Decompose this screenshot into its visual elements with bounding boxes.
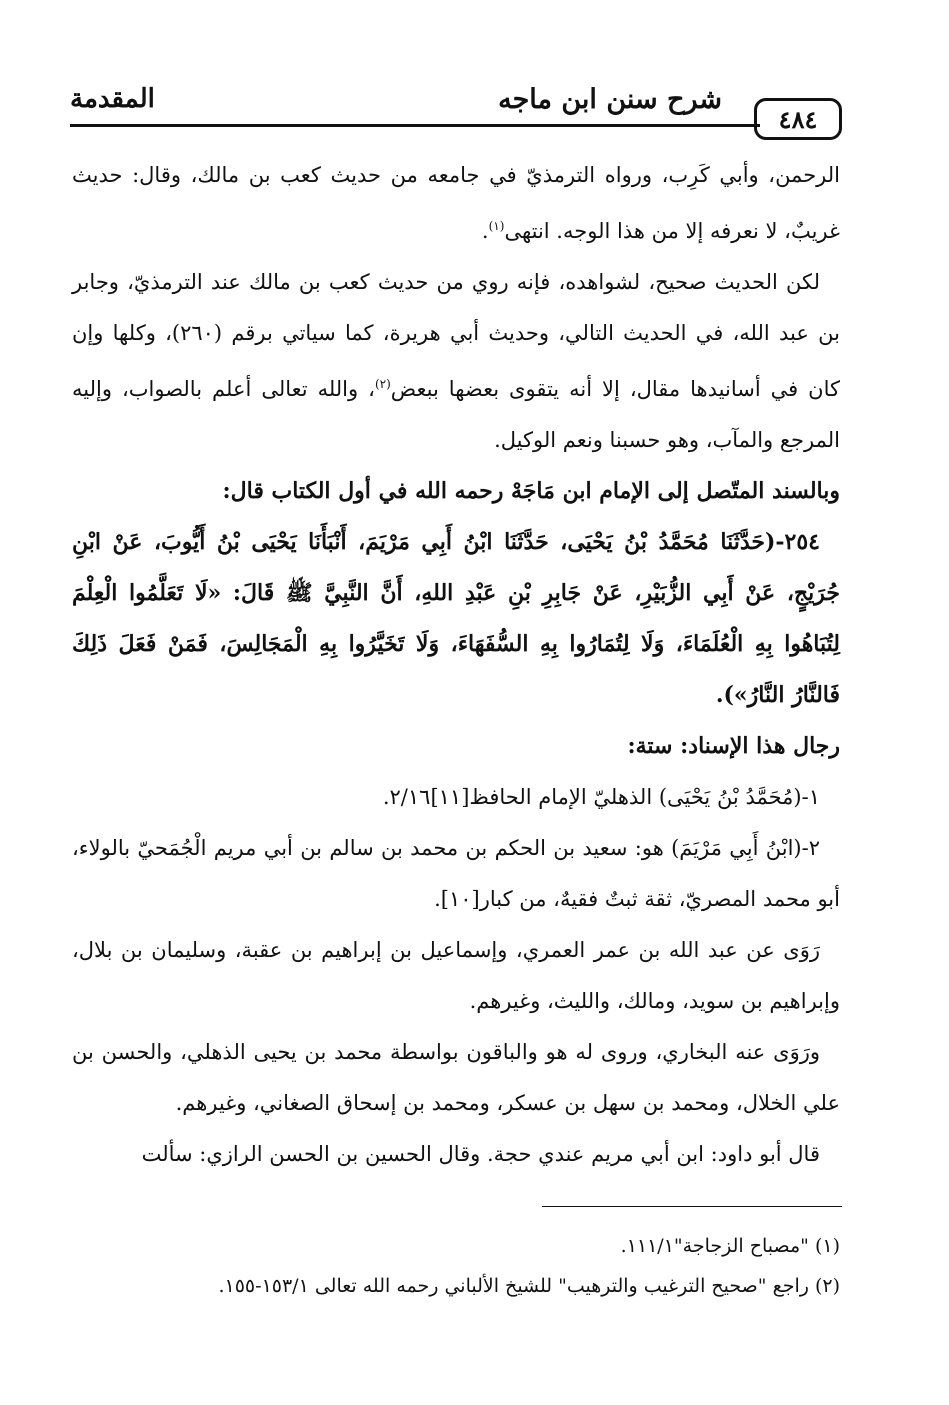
narrator-entry: ٢-(ابْنُ أَبِي مَرْيَمَ) هو: سعيد بن الحكم بن محمد بن سالم بن أبي مريم الْجُمَحيّ بالولاء، أبو محمد المصريّ، ثقة ثبتٌ فقيهٌ، من كبار[١٠]. [72, 836, 840, 911]
paragraph [72, 257, 840, 466]
main-text [72, 150, 840, 1180]
page-header [70, 78, 842, 148]
book-title: شرح سنن ابن ماجه [498, 84, 722, 115]
paragraph: ورَوَى عنه البخاري، وروى له هو والباقون بواسطة محمد بن يحيى الذهلي، والحسن بن علي الخلال، ومحمد بن سهل بن عسكر، ومحمد بن إسحاق الصغاني، وغيرهم. [72, 1040, 840, 1115]
section-heading: رجال هذا الإسناد: ستة: [627, 733, 840, 759]
footnote-marker: (١) [488, 219, 505, 233]
paragraph-text: ، والله تعالى أعلم بالصواب، وإليه المرجع والمآب، وهو حسبنا ونعم الوكيل. [72, 377, 840, 452]
paragraph-text: لكن الحديث صحيح، لشواهده، فإنه روي من حديث كعب بن مالك عند الترمذيّ، وجابر بن عبد الله، في الحديث التالي، وحديث أبي هريرة، كما سياتي برقم (٢٦٠)، وكلها وإن كان في أسانيدها مقال، إلا أنه يتقوى بعضها ببعض [72, 270, 840, 401]
page-number-box [754, 98, 842, 140]
footnote: (١) "مصباح الزجاجة"١١١/١. [620, 1235, 840, 1257]
footnotes [90, 1226, 840, 1306]
footnote: (٢) راجع "صحيح الترغيب والترهيب" للشيخ الألباني رحمه الله تعالى ١٥٣/١-١٥٥. [218, 1275, 840, 1297]
footnote-rule [542, 1206, 842, 1207]
footnote-marker: (٢) [374, 377, 391, 391]
paragraph-text: الرحمن، وأبي كَرِب، ورواه الترمذيّ في جامعه من حديث كعب بن مالك، وقال: حديث غريبٌ، لا نعرفه إلا من هذا الوجه. انتهى [72, 163, 840, 243]
paragraph: الرحمن، وأبي كَرِب، ورواه الترمذيّ في جامعه من حديث كعب بن مالك، وقال: حديث غريبٌ، لا نعرفه إلا من هذا الوجه. انتهى$^{(١)}$. [72, 163, 840, 243]
section-title: المقدمة [70, 84, 155, 114]
paragraph: قال أبو داود: ابن أبي مريم عندي حجة. وقال الحسين بن الحسن الرازي: سألت [141, 1142, 820, 1166]
page-number: ٤٨٤ [778, 104, 818, 134]
section-heading: وبالسند المتّصل إلى الإمام ابن مَاجَهْ رحمه الله في أول الكتاب قال: [222, 478, 840, 504]
header-rule [70, 124, 760, 127]
narrator-entry: ١-(مُحَمَّدُ بْنُ يَحْيَى) الذهليّ الإمام الحافظ[١١]٢/١٦. [382, 785, 820, 809]
hadith-text: ٢٥٤-(حَدَّثَنَا مُحَمَّدُ بْنُ يَحْيَى، حَدَّثَنَا ابْنُ أَبِي مَرْيَمَ، أَنْبَأَنَا يَحْيَى بْنُ أَيُّوبَ، عَنْ ابْنِ جُرَيْجٍ، عَنْ أَبِي الزُّبَيْرِ، عَنْ جَابِرِ بْنِ عَبْدِ اللهِ، أَنَّ النَّبِيَّ ﷺ قَالَ: «لَا تَعَلَّمُوا الْعِلْمَ لِتُبَاهُوا بِهِ الْعُلَمَاءَ، وَلَا لِتُمَارُوا بِهِ السُّفَهَاءَ، وَلَا تَخَيَّرُوا بِهِ الْمَجَالِسَ، فَمَنْ فَعَلَ ذَلِكَ فَالنَّارُ النَّارُ»). [72, 529, 840, 708]
paragraph: رَوَى عن عبد الله بن عمر العمري، وإسماعيل بن إبراهيم بن عقبة، وسليمان بن بلال، وإبراهيم بن سويد، ومالك، والليث، وغيرهم. [72, 938, 840, 1013]
